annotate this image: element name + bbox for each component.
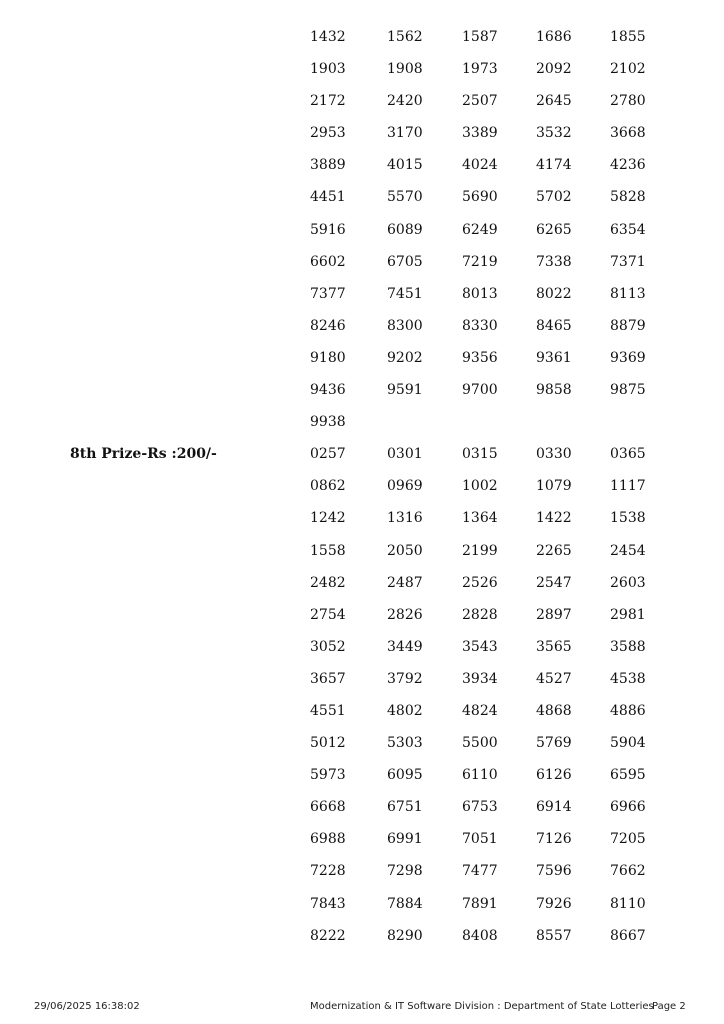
ticket-number: 2547 bbox=[536, 574, 572, 591]
table-row bbox=[0, 381, 724, 413]
ticket-number: 6751 bbox=[387, 799, 423, 816]
ticket-number: 3543 bbox=[462, 638, 498, 655]
ticket-number: 7884 bbox=[387, 895, 423, 912]
ticket-number: 7662 bbox=[610, 863, 646, 880]
ticket-number: 4824 bbox=[462, 702, 498, 719]
ticket-number: 9700 bbox=[462, 382, 498, 399]
ticket-number: 0365 bbox=[610, 446, 646, 463]
ticket-number: 6126 bbox=[536, 767, 572, 784]
ticket-number: 1686 bbox=[536, 29, 572, 45]
ticket-number: 3657 bbox=[310, 670, 346, 687]
ticket-number: 9180 bbox=[310, 349, 346, 366]
prize-label: 8th Prize-Rs :200/- bbox=[70, 446, 217, 463]
ticket-number: 7926 bbox=[536, 895, 572, 912]
ticket-number: 6914 bbox=[536, 799, 572, 816]
ticket-number: 4236 bbox=[610, 157, 646, 174]
ticket-number: 4802 bbox=[387, 702, 423, 719]
ticket-number: 8022 bbox=[536, 285, 572, 302]
ticket-number: 2050 bbox=[387, 542, 423, 559]
ticket-number: 1316 bbox=[387, 510, 423, 527]
ticket-number: 6668 bbox=[310, 799, 346, 816]
ticket-number: 2897 bbox=[536, 606, 572, 623]
ticket-number: 1117 bbox=[610, 478, 646, 495]
ticket-number: 6095 bbox=[387, 767, 423, 784]
ticket-number: 2199 bbox=[462, 542, 498, 559]
ticket-number: 3565 bbox=[536, 638, 572, 655]
ticket-number: 0257 bbox=[310, 446, 346, 463]
table-row bbox=[0, 830, 724, 862]
ticket-number: 1432 bbox=[310, 29, 346, 45]
ticket-number: 5916 bbox=[310, 221, 346, 238]
ticket-number: 6991 bbox=[387, 831, 423, 848]
ticket-number: 5570 bbox=[387, 189, 423, 206]
ticket-number: 2487 bbox=[387, 574, 423, 591]
ticket-number: 8110 bbox=[610, 895, 646, 912]
ticket-number: 2420 bbox=[387, 93, 423, 110]
footer-timestamp: 29/06/2025 16:38:02 bbox=[34, 1001, 140, 1012]
table-row bbox=[0, 445, 724, 477]
table-row bbox=[0, 798, 724, 830]
ticket-number: 3449 bbox=[387, 638, 423, 655]
ticket-number: 4527 bbox=[536, 670, 572, 687]
ticket-number: 7298 bbox=[387, 863, 423, 880]
ticket-number: 8557 bbox=[536, 927, 572, 944]
ticket-number: 8300 bbox=[387, 317, 423, 334]
table-row bbox=[0, 124, 724, 156]
ticket-number: 7477 bbox=[462, 863, 498, 880]
ticket-number: 1538 bbox=[610, 510, 646, 527]
ticket-number: 2172 bbox=[310, 93, 346, 110]
ticket-number: 3052 bbox=[310, 638, 346, 655]
ticket-number: 1242 bbox=[310, 510, 346, 527]
ticket-number: 5690 bbox=[462, 189, 498, 206]
ticket-number: 9436 bbox=[310, 382, 346, 399]
results-table bbox=[0, 28, 724, 959]
ticket-number: 6753 bbox=[462, 799, 498, 816]
ticket-number: 8290 bbox=[387, 927, 423, 944]
ticket-number: 6988 bbox=[310, 831, 346, 848]
ticket-number: 5973 bbox=[310, 767, 346, 784]
ticket-number: 7451 bbox=[387, 285, 423, 302]
table-row bbox=[0, 92, 724, 124]
ticket-number: 6602 bbox=[310, 253, 346, 270]
ticket-number: 4538 bbox=[610, 670, 646, 687]
ticket-number: 3170 bbox=[387, 125, 423, 142]
ticket-number: 2603 bbox=[610, 574, 646, 591]
ticket-number: 3934 bbox=[462, 670, 498, 687]
ticket-number: 7338 bbox=[536, 253, 572, 270]
ticket-number: 4886 bbox=[610, 702, 646, 719]
table-row bbox=[0, 28, 724, 60]
ticket-number: 9369 bbox=[610, 349, 646, 366]
ticket-number: 3792 bbox=[387, 670, 423, 687]
ticket-number: 2645 bbox=[536, 93, 572, 110]
table-row bbox=[0, 638, 724, 670]
ticket-number: 9858 bbox=[536, 382, 572, 399]
ticket-number: 8013 bbox=[462, 285, 498, 302]
ticket-number: 5303 bbox=[387, 735, 423, 752]
ticket-number: 3668 bbox=[610, 125, 646, 142]
ticket-number: 2092 bbox=[536, 61, 572, 78]
ticket-number: 1562 bbox=[387, 29, 423, 45]
ticket-number: 6110 bbox=[462, 767, 498, 784]
ticket-number: 0330 bbox=[536, 446, 572, 463]
ticket-number: 5012 bbox=[310, 735, 346, 752]
table-row bbox=[0, 862, 724, 894]
table-row bbox=[0, 606, 724, 638]
ticket-number: 3389 bbox=[462, 125, 498, 142]
ticket-number: 1002 bbox=[462, 478, 498, 495]
ticket-number: 5702 bbox=[536, 189, 572, 206]
ticket-number: 3889 bbox=[310, 157, 346, 174]
ticket-number: 2780 bbox=[610, 93, 646, 110]
ticket-number: 3588 bbox=[610, 638, 646, 655]
ticket-number: 8465 bbox=[536, 317, 572, 334]
ticket-number: 1422 bbox=[536, 510, 572, 527]
ticket-number: 4174 bbox=[536, 157, 572, 174]
ticket-number: 8113 bbox=[610, 285, 646, 302]
table-row bbox=[0, 253, 724, 285]
table-row bbox=[0, 574, 724, 606]
ticket-number: 9361 bbox=[536, 349, 572, 366]
ticket-number: 2265 bbox=[536, 542, 572, 559]
ticket-number: 6249 bbox=[462, 221, 498, 238]
ticket-number: 8222 bbox=[310, 927, 346, 944]
ticket-number: 7205 bbox=[610, 831, 646, 848]
ticket-number: 9875 bbox=[610, 382, 646, 399]
table-row bbox=[0, 477, 724, 509]
ticket-number: 4551 bbox=[310, 702, 346, 719]
ticket-number: 0301 bbox=[387, 446, 423, 463]
table-row bbox=[0, 156, 724, 188]
ticket-number: 8667 bbox=[610, 927, 646, 944]
footer-page-number: Page 2 bbox=[652, 1001, 686, 1012]
ticket-number: 6354 bbox=[610, 221, 646, 238]
table-row bbox=[0, 349, 724, 381]
table-row bbox=[0, 927, 724, 959]
ticket-number: 1364 bbox=[462, 510, 498, 527]
ticket-number: 1903 bbox=[310, 61, 346, 78]
ticket-number: 6705 bbox=[387, 253, 423, 270]
table-row bbox=[0, 734, 724, 766]
ticket-number: 7126 bbox=[536, 831, 572, 848]
ticket-number: 6089 bbox=[387, 221, 423, 238]
table-row bbox=[0, 702, 724, 734]
ticket-number: 4451 bbox=[310, 189, 346, 206]
ticket-number: 5828 bbox=[610, 189, 646, 206]
table-row bbox=[0, 188, 724, 220]
ticket-number: 0969 bbox=[387, 478, 423, 495]
ticket-number: 2826 bbox=[387, 606, 423, 623]
ticket-number: 5904 bbox=[610, 735, 646, 752]
ticket-number: 2953 bbox=[310, 125, 346, 142]
ticket-number: 1558 bbox=[310, 542, 346, 559]
ticket-number: 2482 bbox=[310, 574, 346, 591]
table-row bbox=[0, 60, 724, 92]
ticket-number: 8408 bbox=[462, 927, 498, 944]
ticket-number: 2828 bbox=[462, 606, 498, 623]
table-row bbox=[0, 285, 724, 317]
ticket-number: 2981 bbox=[610, 606, 646, 623]
ticket-number: 7219 bbox=[462, 253, 498, 270]
ticket-number: 5769 bbox=[536, 735, 572, 752]
ticket-number: 7891 bbox=[462, 895, 498, 912]
table-row bbox=[0, 509, 724, 541]
table-row bbox=[0, 670, 724, 702]
ticket-number: 1079 bbox=[536, 478, 572, 495]
table-row bbox=[0, 895, 724, 927]
ticket-number: 2102 bbox=[610, 61, 646, 78]
ticket-number: 6966 bbox=[610, 799, 646, 816]
ticket-number: 8246 bbox=[310, 317, 346, 334]
ticket-number: 1973 bbox=[462, 61, 498, 78]
ticket-number: 8879 bbox=[610, 317, 646, 334]
ticket-number: 9356 bbox=[462, 349, 498, 366]
ticket-number: 0862 bbox=[310, 478, 346, 495]
ticket-number: 1908 bbox=[387, 61, 423, 78]
ticket-number: 4015 bbox=[387, 157, 423, 174]
ticket-number: 9591 bbox=[387, 382, 423, 399]
ticket-number: 2754 bbox=[310, 606, 346, 623]
ticket-number: 7596 bbox=[536, 863, 572, 880]
ticket-number: 7371 bbox=[610, 253, 646, 270]
ticket-number: 2507 bbox=[462, 93, 498, 110]
ticket-number: 1587 bbox=[462, 29, 498, 45]
ticket-number: 7377 bbox=[310, 285, 346, 302]
ticket-number: 6595 bbox=[610, 767, 646, 784]
ticket-number: 4024 bbox=[462, 157, 498, 174]
ticket-number: 1855 bbox=[610, 29, 646, 45]
table-row bbox=[0, 317, 724, 349]
ticket-number: 8330 bbox=[462, 317, 498, 334]
table-row bbox=[0, 542, 724, 574]
footer-department: Modernization & IT Software Division : Department of State Lotteries bbox=[310, 1001, 654, 1012]
ticket-number: 4868 bbox=[536, 702, 572, 719]
ticket-number: 5500 bbox=[462, 735, 498, 752]
ticket-number: 9202 bbox=[387, 349, 423, 366]
ticket-number: 6265 bbox=[536, 221, 572, 238]
ticket-number: 7051 bbox=[462, 831, 498, 848]
table-row bbox=[0, 766, 724, 798]
ticket-number: 2526 bbox=[462, 574, 498, 591]
ticket-number: 3532 bbox=[536, 125, 572, 142]
ticket-number: 9938 bbox=[310, 414, 346, 431]
ticket-number: 2454 bbox=[610, 542, 646, 559]
ticket-number: 0315 bbox=[462, 446, 498, 463]
ticket-number: 7228 bbox=[310, 863, 346, 880]
table-row bbox=[0, 413, 724, 445]
table-row bbox=[0, 221, 724, 253]
ticket-number: 7843 bbox=[310, 895, 346, 912]
